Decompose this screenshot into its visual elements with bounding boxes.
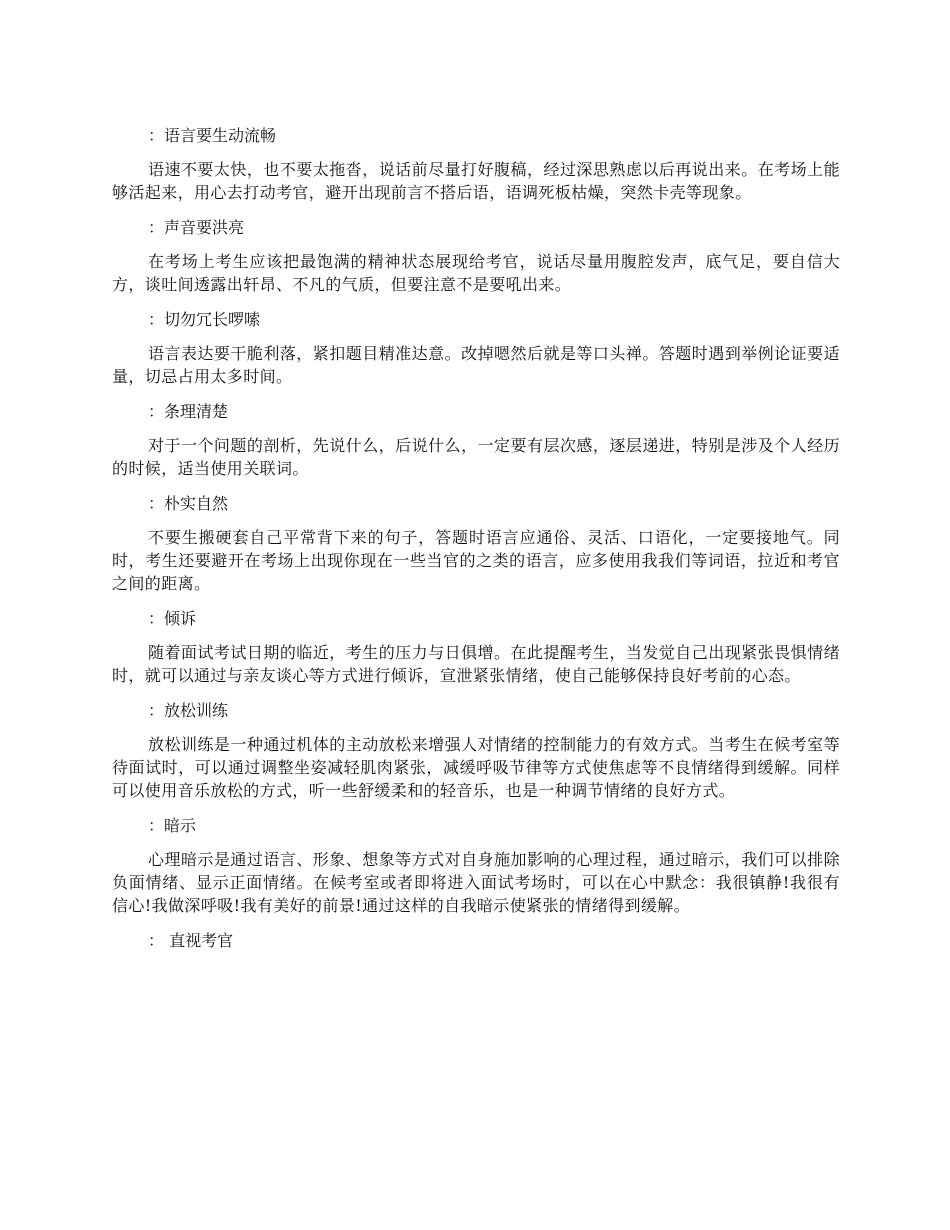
section-heading-avoid-verbosity: ：切勿冗长啰嗦 bbox=[148, 310, 261, 329]
section-heading-loud-voice: ：声音要洪亮 bbox=[148, 218, 245, 237]
section-body-language-fluency: 语速不要太快，也不要太拖沓，说话前尽量打好腹稿，经过深思熟虑以后再说出来。在考场上能够活起来，用心去打动考官，避开出现前言不搭后语，语调死板枯燥，突然卡壳等现象。 bbox=[112, 160, 840, 202]
section-body-loud-voice: 在考场上考生应该把最饱满的精神状态展现给考官，说话尽量用腹腔发声，底气足，要自信大方，谈吐间透露出轩昂、不凡的气质，但要注意不是要吼出来。 bbox=[112, 252, 840, 294]
section-body-avoid-verbosity: 语言表达要干脆利落，紧扣题目精准达意。改掉嗯然后就是等口头禅。答题时遇到举例论证要适量，切忌占用太多时间。 bbox=[112, 344, 840, 386]
section-heading-confide: ：倾诉 bbox=[148, 609, 197, 628]
section-body-clear-structure: 对于一个问题的剖析，先说什么，后说什么，一定要有层次感，逐层递进，特别是涉及个人经历的时候，适当使用关联词。 bbox=[112, 436, 840, 478]
document-page bbox=[112, 124, 840, 963]
section-body-plain-natural: 不要生搬硬套自己平常背下来的句子，答题时语言应通俗、灵活、口语化，一定要接地气。同时，考生还要避开在考场上出现你现在一些当官的之类的语言，应多使用我我们等词语，拉近和考官之间的距离。 bbox=[112, 528, 840, 593]
section-body-suggestion: 心理暗示是通过语言、形象、想象等方式对自身施加影响的心理过程，通过暗示，我们可以排除负面情绪、显示正面情绪。在候考室或者即将进入面试考场时，可以在心中默念：我很镇静!我很有信心!我做深呼吸!我有美好的前景!通过这样的自我暗示使紧张的情绪得到缓解。 bbox=[112, 850, 840, 915]
section-body-confide: 随着面试考试日期的临近，考生的压力与日俱增。在此提醒考生，当发觉自己出现紧张畏惧情绪时，就可以通过与亲友谈心等方式进行倾诉，宣泄紧张情绪，使自己能够保持良好考前的心态。 bbox=[112, 643, 840, 685]
section-heading-look-at-examiner: ： 直视考官 bbox=[148, 931, 234, 950]
section-body-relaxation-training: 放松训练是一种通过机体的主动放松来增强人对情绪的控制能力的有效方式。当考生在候考室等待面试时，可以通过调整坐姿减轻肌肉紧张，减缓呼吸节律等方式使焦虑等不良情绪得到缓解。同样可以使用音乐放松的方式，听一些舒缓柔和的轻音乐，也是一种调节情绪的良好方式。 bbox=[112, 735, 840, 800]
section-heading-clear-structure: ：条理清楚 bbox=[148, 402, 229, 421]
section-heading-plain-natural: ：朴实自然 bbox=[148, 494, 229, 513]
section-heading-relaxation-training: ：放松训练 bbox=[148, 701, 229, 720]
section-heading-suggestion: ：暗示 bbox=[148, 816, 197, 835]
section-heading-language-fluency: ：语言要生动流畅 bbox=[148, 126, 277, 145]
